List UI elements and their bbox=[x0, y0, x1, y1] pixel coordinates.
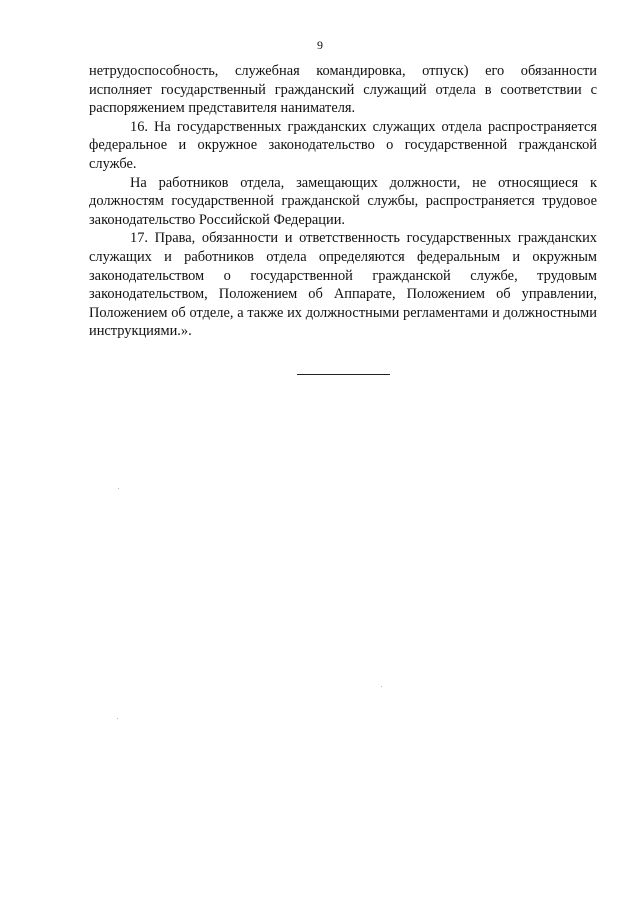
paragraph-clause-16-workers: На работников отдела, замещающих должности, не относящиеся к должностям государственной гражданской службы, распространяется трудовое законодательство Российской Федерации. bbox=[89, 174, 597, 228]
paragraph-clause-17: 17. Права, обязанности и ответственность государственных гражданских служащих и работников отдела определяются федеральным и окружным законодательством о государственной гражданской службе, трудовым законодательством, Положением об Аппарате, Положением об управлении, Положением об отделе, а также их должностными регламентами и должностными инструкциями.». bbox=[89, 230, 597, 340]
paragraph-continuation: нетрудоспособность, служебная командировка, отпуск) его обязанности исполняет государственный гражданский служащий отдела в соответствии с распоряжением представителя нанимателя. bbox=[89, 63, 597, 117]
scan-speck bbox=[117, 718, 118, 719]
end-separator-line bbox=[297, 374, 390, 375]
document-body bbox=[89, 62, 597, 341]
scan-speck bbox=[118, 488, 119, 489]
paragraph-clause-16: 16. На государственных гражданских служащих отдела распространяется федеральное и окружное законодательство о государственной гражданской службе. bbox=[89, 118, 597, 172]
page-number: 9 bbox=[317, 38, 323, 52]
scan-speck bbox=[381, 686, 382, 687]
